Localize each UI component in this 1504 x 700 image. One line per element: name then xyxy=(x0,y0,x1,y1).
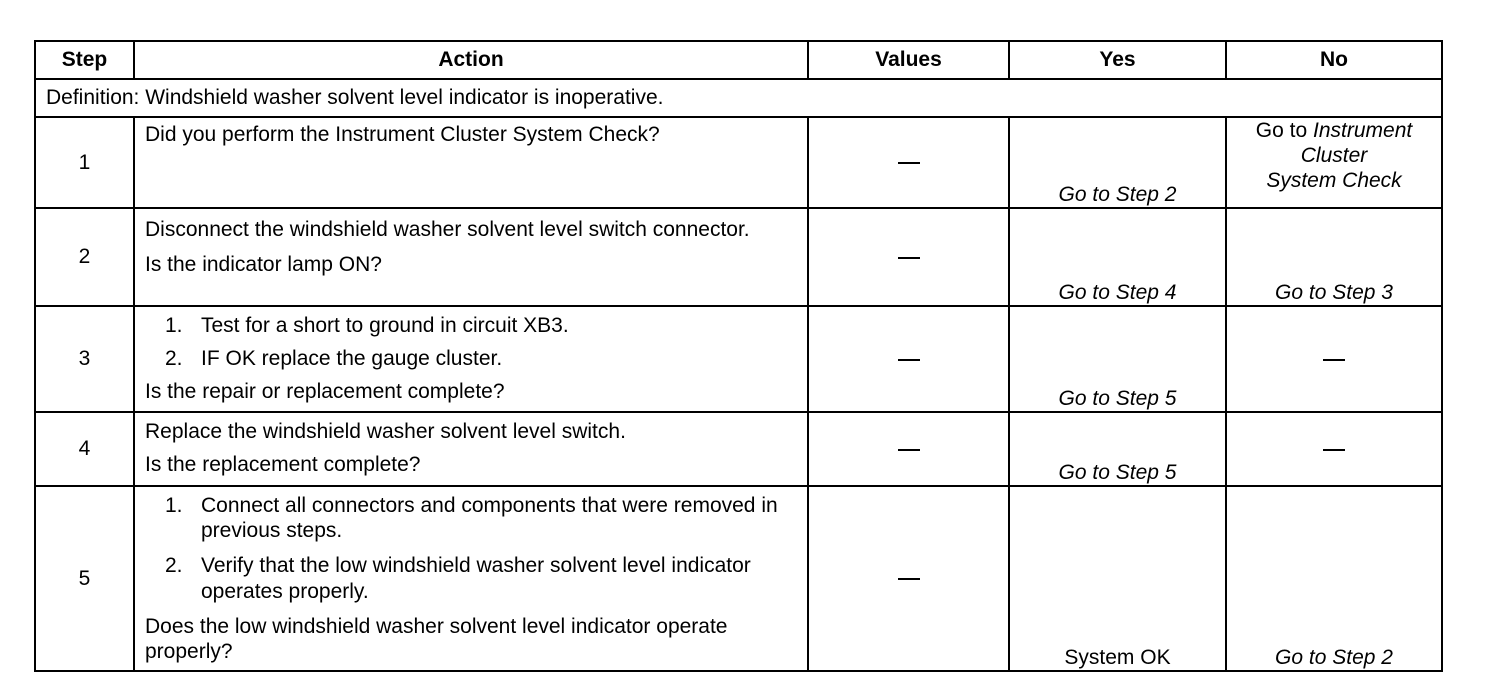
no-cell: Go to Step 2 xyxy=(1226,486,1442,671)
no-cell xyxy=(1226,306,1442,412)
table-row xyxy=(35,306,1442,412)
table-row xyxy=(35,117,1442,208)
action-cell xyxy=(134,412,808,486)
dash-mark xyxy=(898,578,920,580)
header-yes: Yes xyxy=(1009,41,1226,79)
action-text: Disconnect the windshield washer solvent level switch connector. xyxy=(145,218,750,241)
yes-cell: Go to Step 2 xyxy=(1009,117,1226,208)
step-number: 4 xyxy=(35,412,134,486)
table-row xyxy=(35,412,1442,486)
values-cell xyxy=(808,208,1009,306)
dash-mark xyxy=(898,257,920,259)
dash-mark xyxy=(898,449,920,451)
table-row xyxy=(35,486,1442,671)
dash-mark xyxy=(898,359,920,361)
step-number: 3 xyxy=(35,306,134,412)
values-cell xyxy=(808,486,1009,671)
yes-cell: Go to Step 4 xyxy=(1009,208,1226,306)
step-number: 1 xyxy=(35,117,134,208)
action-cell xyxy=(134,208,808,306)
action-question: Is the repair or replacement complete? xyxy=(145,380,505,404)
dash-mark xyxy=(1323,359,1345,361)
no-cell xyxy=(1226,412,1442,486)
list-item: 2. Verify that the low windshield washer solvent level indicator operates properly. xyxy=(165,554,751,603)
values-cell xyxy=(808,117,1009,208)
values-cell xyxy=(808,412,1009,486)
action-question: Is the indicator lamp ON? xyxy=(145,253,382,277)
dash-mark xyxy=(1323,449,1345,451)
header-values: Values xyxy=(808,41,1009,79)
action-cell xyxy=(134,486,808,671)
no-link-line1: Instrument xyxy=(1313,119,1413,142)
definition-row xyxy=(35,79,1442,117)
table-row xyxy=(35,208,1442,306)
yes-cell: System OK xyxy=(1009,486,1226,671)
action-text: Replace the windshield washer solvent level switch. xyxy=(145,420,626,443)
header-no: No xyxy=(1226,41,1442,79)
yes-cell: Go to Step 5 xyxy=(1009,412,1226,486)
step-number: 5 xyxy=(35,486,134,671)
dash-mark xyxy=(898,162,920,164)
no-cell xyxy=(1226,117,1442,208)
action-cell xyxy=(134,117,808,208)
action-question: Is the replacement complete? xyxy=(145,453,421,477)
list-item: 1. Connect all connectors and components that were removed in previous steps. xyxy=(165,494,778,543)
values-cell xyxy=(808,306,1009,412)
yes-cell: Go to Step 5 xyxy=(1009,306,1226,412)
step-number: 2 xyxy=(35,208,134,306)
list-item: 2. IF OK replace the gauge cluster. xyxy=(165,347,503,371)
no-link-line2: Cluster xyxy=(1300,144,1368,168)
no-link-line3: System Check xyxy=(1266,169,1402,193)
action-text: Did you perform the Instrument Cluster System Check? xyxy=(145,123,660,146)
no-cell: Go to Step 3 xyxy=(1226,208,1442,306)
no-prefix: Go to xyxy=(1255,119,1308,142)
header-row xyxy=(35,41,1442,79)
definition-text: Definition: Windshield washer solvent level indicator is inoperative. xyxy=(35,79,1442,117)
action-question: Does the low windshield washer solvent level indicator operate properly? xyxy=(145,614,728,663)
diagnostic-table xyxy=(34,40,1443,672)
list-item: 1. Test for a short to ground in circuit XB3. xyxy=(165,314,569,337)
header-action: Action xyxy=(134,41,808,79)
header-step: Step xyxy=(35,41,134,79)
action-cell xyxy=(134,306,808,412)
